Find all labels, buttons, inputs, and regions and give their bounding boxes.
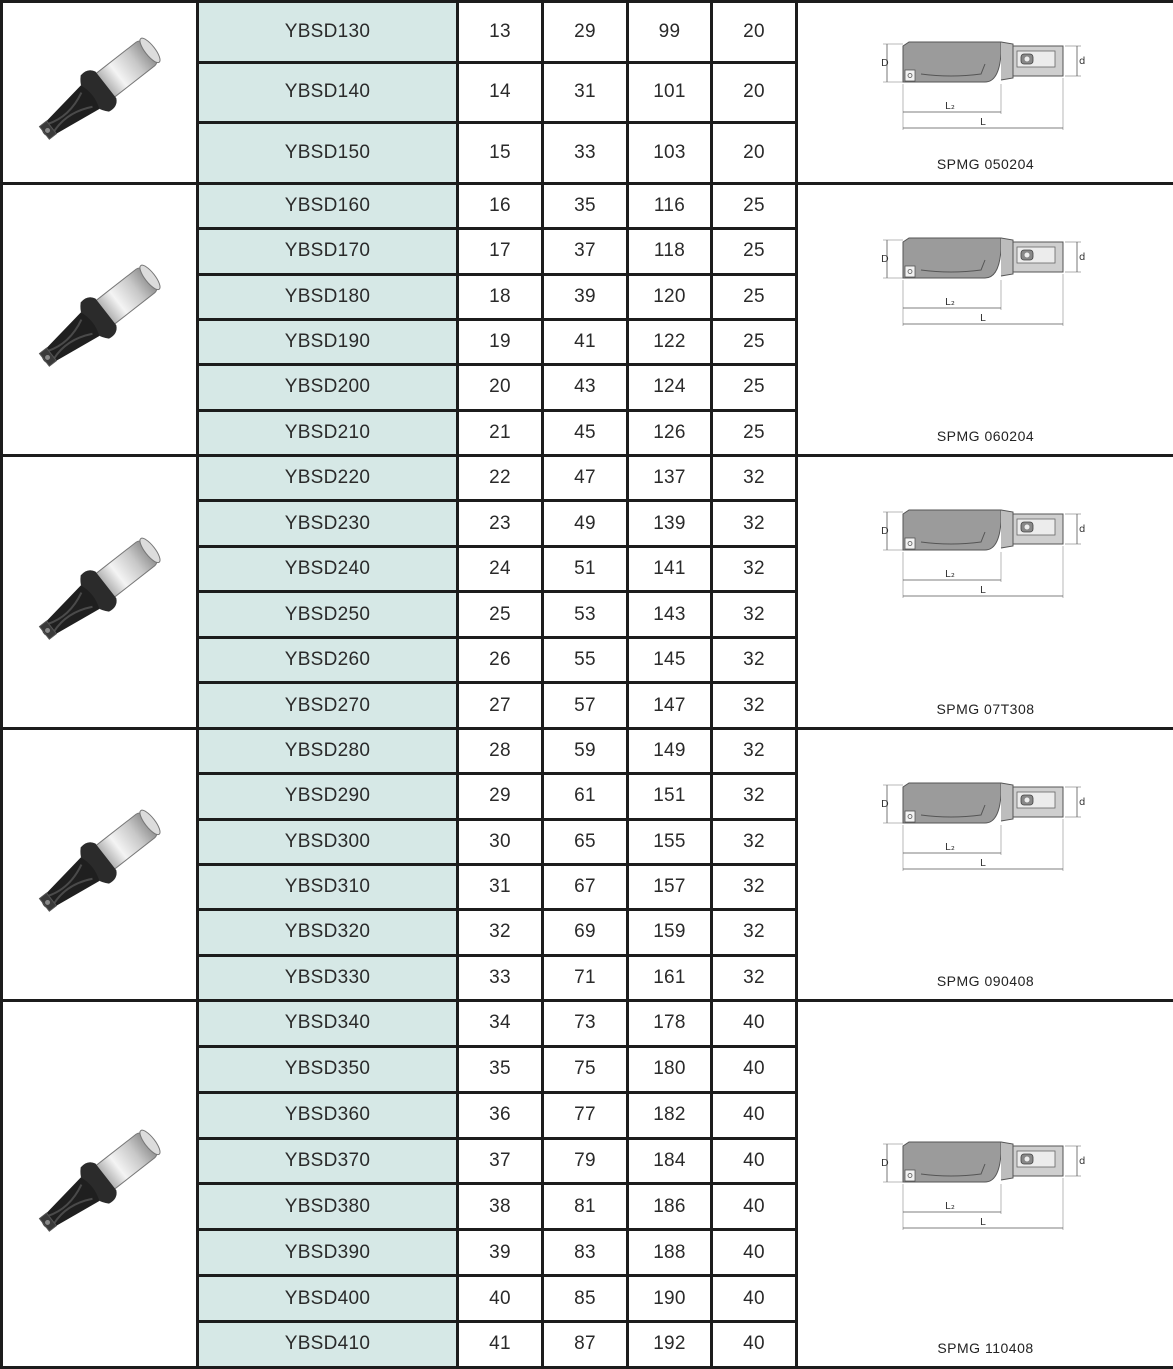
value-cell-2: 47 — [543, 455, 628, 501]
value-cell-2: 83 — [543, 1230, 628, 1276]
value-cell-1: 21 — [458, 410, 543, 455]
value-cell-2: 43 — [543, 365, 628, 410]
model-code-cell: YBSD400 — [198, 1276, 458, 1322]
value-cell-4: 32 — [712, 819, 797, 864]
value-cell-4: 32 — [712, 774, 797, 819]
value-cell-2: 53 — [543, 592, 628, 638]
value-cell-3: 178 — [628, 1000, 712, 1046]
value-cell-4: 32 — [712, 864, 797, 909]
value-cell-2: 81 — [543, 1184, 628, 1230]
value-cell-3: 182 — [628, 1092, 712, 1138]
value-cell-2: 39 — [543, 274, 628, 319]
table-row — [2, 1000, 1173, 1046]
value-cell-4: 40 — [712, 1138, 797, 1184]
model-code-cell: YBSD190 — [198, 319, 458, 364]
model-code-cell: YBSD280 — [198, 728, 458, 773]
model-code-cell: YBSD130 — [198, 2, 458, 63]
model-code-cell: YBSD380 — [198, 1184, 458, 1230]
value-cell-1: 18 — [458, 274, 543, 319]
value-cell-1: 38 — [458, 1184, 543, 1230]
value-cell-4: 40 — [712, 1230, 797, 1276]
table-row — [2, 183, 1173, 228]
value-cell-4: 20 — [712, 2, 797, 63]
model-code-cell: YBSD170 — [198, 229, 458, 274]
value-cell-1: 29 — [458, 774, 543, 819]
value-cell-4: 32 — [712, 637, 797, 683]
value-cell-1: 23 — [458, 501, 543, 547]
value-cell-1: 36 — [458, 1092, 543, 1138]
value-cell-4: 40 — [712, 1000, 797, 1046]
value-cell-1: 41 — [458, 1322, 543, 1368]
value-cell-2: 55 — [543, 637, 628, 683]
model-code-cell: YBSD240 — [198, 546, 458, 592]
dim-L2-label: L₂ — [945, 842, 955, 853]
value-cell-2: 33 — [543, 123, 628, 184]
model-code-cell: YBSD320 — [198, 910, 458, 955]
value-cell-2: 77 — [543, 1092, 628, 1138]
dim-d-label: d — [1079, 56, 1086, 67]
value-cell-4: 20 — [712, 123, 797, 184]
dim-D-label: D — [881, 799, 889, 810]
diagram-cell — [797, 183, 1173, 455]
insert-grade-label: SPMG 050204 — [798, 156, 1173, 172]
value-cell-4: 40 — [712, 1184, 797, 1230]
drill-photo — [25, 809, 175, 919]
value-cell-3: 141 — [628, 546, 712, 592]
value-cell-1: 39 — [458, 1230, 543, 1276]
model-code-cell: YBSD300 — [198, 819, 458, 864]
dim-L-label: L — [980, 313, 986, 324]
dim-L-label: L — [980, 858, 986, 869]
dim-d-label: d — [1079, 797, 1086, 808]
value-cell-1: 14 — [458, 62, 543, 123]
drill-image-cell — [2, 455, 198, 728]
model-code-cell: YBSD160 — [198, 183, 458, 228]
dim-D-label: D — [881, 1158, 889, 1169]
value-cell-1: 35 — [458, 1046, 543, 1092]
diagram-cell — [797, 728, 1173, 1000]
dim-L2-label: L₂ — [945, 569, 955, 580]
value-cell-3: 190 — [628, 1276, 712, 1322]
value-cell-3: 157 — [628, 864, 712, 909]
value-cell-3: 143 — [628, 592, 712, 638]
model-code-cell: YBSD150 — [198, 123, 458, 184]
model-code-cell: YBSD270 — [198, 683, 458, 729]
dim-d-label: d — [1079, 252, 1086, 263]
model-code-cell: YBSD310 — [198, 864, 458, 909]
value-cell-1: 32 — [458, 910, 543, 955]
value-cell-3: 122 — [628, 319, 712, 364]
value-cell-1: 25 — [458, 592, 543, 638]
table-row — [2, 2, 1173, 63]
value-cell-4: 25 — [712, 229, 797, 274]
value-cell-4: 40 — [712, 1046, 797, 1092]
value-cell-3: 184 — [628, 1138, 712, 1184]
value-cell-3: 161 — [628, 955, 712, 1000]
value-cell-1: 40 — [458, 1276, 543, 1322]
model-code-cell: YBSD340 — [198, 1000, 458, 1046]
model-code-cell: YBSD390 — [198, 1230, 458, 1276]
value-cell-3: 118 — [628, 229, 712, 274]
value-cell-4: 32 — [712, 592, 797, 638]
value-cell-4: 32 — [712, 455, 797, 501]
dim-L2-label: L₂ — [945, 101, 955, 112]
value-cell-1: 34 — [458, 1000, 543, 1046]
value-cell-3: 159 — [628, 910, 712, 955]
model-code-cell: YBSD260 — [198, 637, 458, 683]
value-cell-3: 120 — [628, 274, 712, 319]
value-cell-4: 32 — [712, 728, 797, 773]
value-cell-1: 15 — [458, 123, 543, 184]
drill-image-cell — [2, 728, 198, 1000]
drill-dimension-diagram — [881, 771, 1091, 881]
dim-L2-label: L₂ — [945, 1201, 955, 1212]
model-code-cell: YBSD230 — [198, 501, 458, 547]
value-cell-4: 32 — [712, 683, 797, 729]
value-cell-3: 180 — [628, 1046, 712, 1092]
value-cell-3: 155 — [628, 819, 712, 864]
value-cell-3: 101 — [628, 62, 712, 123]
value-cell-1: 37 — [458, 1138, 543, 1184]
value-cell-2: 45 — [543, 410, 628, 455]
drill-photo — [25, 1129, 175, 1239]
value-cell-3: 147 — [628, 683, 712, 729]
value-cell-4: 32 — [712, 501, 797, 547]
insert-grade-label: SPMG 07T308 — [798, 701, 1173, 717]
value-cell-3: 103 — [628, 123, 712, 184]
value-cell-2: 69 — [543, 910, 628, 955]
value-cell-2: 35 — [543, 183, 628, 228]
value-cell-2: 75 — [543, 1046, 628, 1092]
value-cell-4: 25 — [712, 365, 797, 410]
value-cell-3: 149 — [628, 728, 712, 773]
value-cell-2: 87 — [543, 1322, 628, 1368]
insert-grade-label: SPMG 110408 — [798, 1340, 1173, 1356]
value-cell-4: 20 — [712, 62, 797, 123]
value-cell-1: 30 — [458, 819, 543, 864]
value-cell-3: 188 — [628, 1230, 712, 1276]
value-cell-2: 37 — [543, 229, 628, 274]
value-cell-3: 192 — [628, 1322, 712, 1368]
value-cell-1: 26 — [458, 637, 543, 683]
value-cell-2: 41 — [543, 319, 628, 364]
value-cell-1: 24 — [458, 546, 543, 592]
value-cell-2: 79 — [543, 1138, 628, 1184]
dim-L-label: L — [980, 117, 986, 128]
value-cell-3: 126 — [628, 410, 712, 455]
model-code-cell: YBSD410 — [198, 1322, 458, 1368]
drill-image-cell — [2, 2, 198, 184]
drill-photo — [25, 37, 175, 147]
model-code-cell: YBSD370 — [198, 1138, 458, 1184]
dim-d-label: d — [1079, 524, 1086, 535]
value-cell-2: 67 — [543, 864, 628, 909]
drill-dimension-diagram — [881, 30, 1091, 140]
value-cell-4: 40 — [712, 1092, 797, 1138]
value-cell-1: 31 — [458, 864, 543, 909]
value-cell-4: 32 — [712, 955, 797, 1000]
value-cell-1: 33 — [458, 955, 543, 1000]
dim-D-label: D — [881, 526, 889, 537]
value-cell-1: 20 — [458, 365, 543, 410]
value-cell-2: 31 — [543, 62, 628, 123]
value-cell-3: 124 — [628, 365, 712, 410]
diagram-cell — [797, 455, 1173, 728]
model-code-cell: YBSD360 — [198, 1092, 458, 1138]
value-cell-2: 29 — [543, 2, 628, 63]
value-cell-1: 19 — [458, 319, 543, 364]
dim-L-label: L — [980, 585, 986, 596]
dim-d-label: d — [1079, 1156, 1086, 1167]
value-cell-2: 57 — [543, 683, 628, 729]
diagram-cell — [797, 2, 1173, 184]
dim-L2-label: L₂ — [945, 297, 955, 308]
table-row — [2, 455, 1173, 501]
value-cell-2: 59 — [543, 728, 628, 773]
model-code-cell: YBSD200 — [198, 365, 458, 410]
value-cell-1: 27 — [458, 683, 543, 729]
drill-dimension-diagram — [881, 498, 1091, 608]
value-cell-4: 40 — [712, 1322, 797, 1368]
value-cell-1: 16 — [458, 183, 543, 228]
value-cell-3: 116 — [628, 183, 712, 228]
drill-photo — [25, 264, 175, 374]
value-cell-4: 32 — [712, 910, 797, 955]
value-cell-3: 137 — [628, 455, 712, 501]
model-code-cell: YBSD220 — [198, 455, 458, 501]
value-cell-3: 151 — [628, 774, 712, 819]
table-row — [2, 728, 1173, 773]
value-cell-2: 65 — [543, 819, 628, 864]
value-cell-3: 99 — [628, 2, 712, 63]
model-code-cell: YBSD210 — [198, 410, 458, 455]
value-cell-4: 25 — [712, 410, 797, 455]
model-code-cell: YBSD140 — [198, 62, 458, 123]
value-cell-1: 13 — [458, 2, 543, 63]
model-code-cell: YBSD250 — [198, 592, 458, 638]
model-code-cell: YBSD350 — [198, 1046, 458, 1092]
value-cell-4: 32 — [712, 546, 797, 592]
model-code-cell: YBSD290 — [198, 774, 458, 819]
value-cell-1: 22 — [458, 455, 543, 501]
value-cell-4: 25 — [712, 274, 797, 319]
value-cell-2: 61 — [543, 774, 628, 819]
model-code-cell: YBSD330 — [198, 955, 458, 1000]
drill-dimension-diagram — [881, 226, 1091, 336]
drill-image-cell — [2, 183, 198, 455]
value-cell-2: 73 — [543, 1000, 628, 1046]
diagram-cell — [797, 1000, 1173, 1367]
value-cell-3: 145 — [628, 637, 712, 683]
drill-photo — [25, 537, 175, 647]
value-cell-1: 28 — [458, 728, 543, 773]
insert-grade-label: SPMG 060204 — [798, 428, 1173, 444]
dim-D-label: D — [881, 58, 889, 69]
value-cell-1: 17 — [458, 229, 543, 274]
dim-D-label: D — [881, 254, 889, 265]
value-cell-2: 51 — [543, 546, 628, 592]
value-cell-2: 85 — [543, 1276, 628, 1322]
value-cell-4: 25 — [712, 319, 797, 364]
drill-dimension-diagram — [881, 1130, 1091, 1240]
value-cell-3: 186 — [628, 1184, 712, 1230]
dim-L-label: L — [980, 1217, 986, 1228]
insert-grade-label: SPMG 090408 — [798, 973, 1173, 989]
model-code-cell: YBSD180 — [198, 274, 458, 319]
drill-image-cell — [2, 1000, 198, 1367]
value-cell-4: 40 — [712, 1276, 797, 1322]
value-cell-4: 25 — [712, 183, 797, 228]
value-cell-2: 49 — [543, 501, 628, 547]
value-cell-3: 139 — [628, 501, 712, 547]
value-cell-2: 71 — [543, 955, 628, 1000]
